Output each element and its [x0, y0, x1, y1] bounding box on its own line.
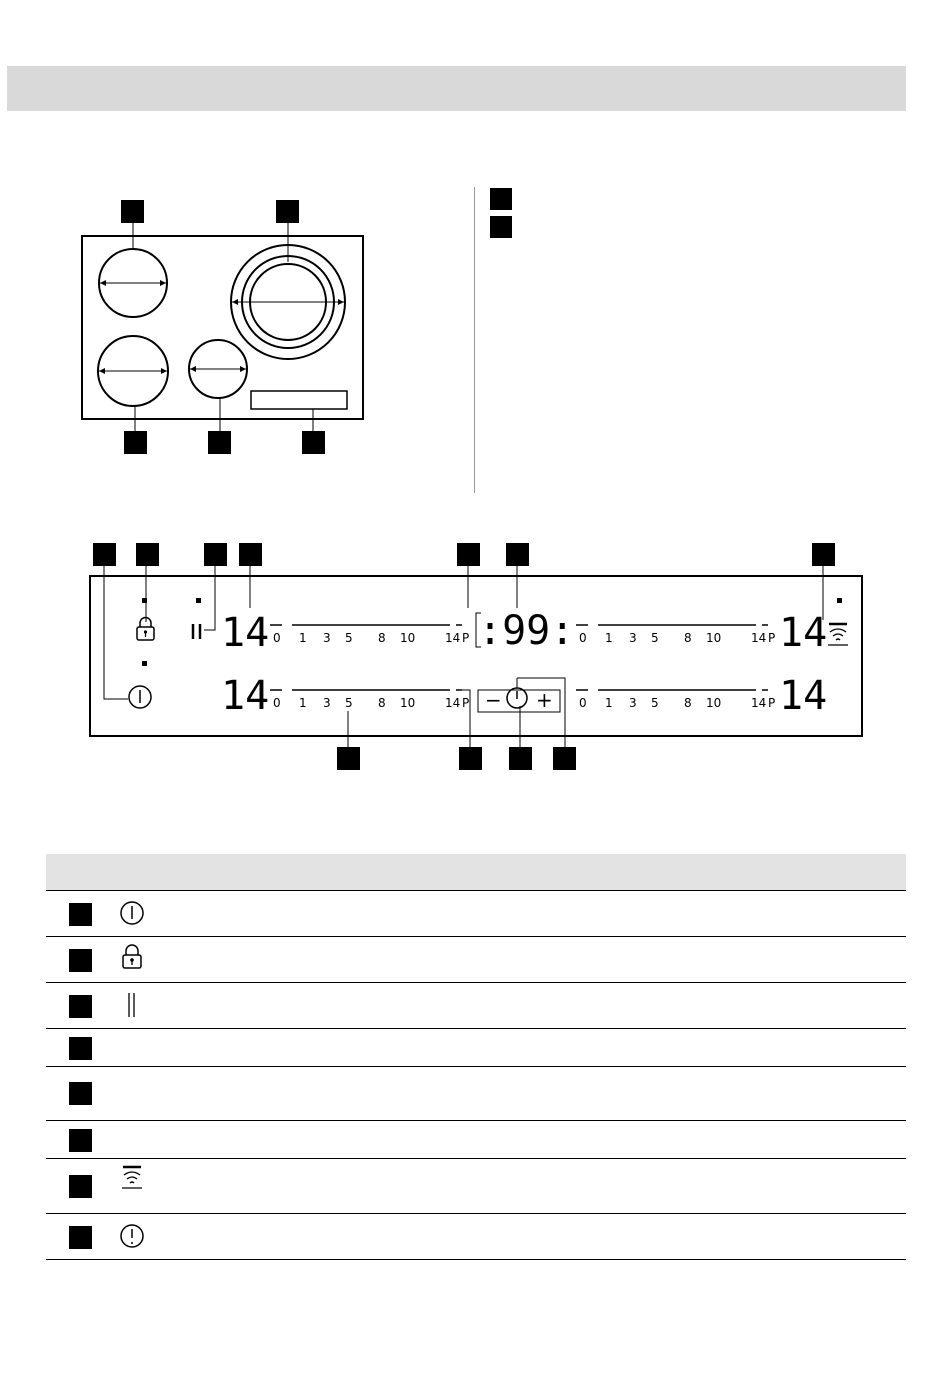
- callout-marker: [276, 200, 299, 223]
- hob2hood-icon: [118, 1163, 146, 1191]
- row-number-marker: [69, 1226, 92, 1249]
- control-panel-area: [251, 391, 347, 409]
- scale-label: 14: [445, 631, 461, 645]
- scale-label: 3: [323, 631, 331, 645]
- scale-label: 10: [706, 696, 722, 710]
- scale-label: 5: [345, 696, 353, 710]
- callout-marker: [208, 431, 231, 454]
- callout-marker: [204, 543, 227, 566]
- scale-label: 8: [378, 696, 386, 710]
- scale-label: 10: [400, 631, 416, 645]
- row-number-marker: [69, 995, 92, 1018]
- scale-label: 8: [684, 696, 692, 710]
- callout-marker: [302, 431, 325, 454]
- hob2hood-icon: [828, 624, 848, 645]
- table-row: [46, 1159, 906, 1214]
- scale-label: 5: [651, 696, 659, 710]
- hob-diagram: [0, 0, 950, 520]
- timer-icon: [118, 1222, 146, 1250]
- scale-label: P: [768, 696, 776, 710]
- scale-label: 0: [579, 631, 587, 645]
- row-number-marker: [69, 949, 92, 972]
- callout-marker: [506, 543, 529, 566]
- scale-label: 5: [345, 631, 353, 645]
- scale-label: 1: [299, 696, 307, 710]
- symbol-table: [46, 854, 906, 1260]
- scale-label: 0: [273, 696, 281, 710]
- scale-label: 0: [579, 696, 587, 710]
- scale-label: P: [462, 631, 470, 645]
- callout-marker: [124, 431, 147, 454]
- scale-label: P: [462, 696, 470, 710]
- row-number-marker: [69, 1082, 92, 1105]
- timer-display: :99:: [478, 608, 575, 654]
- pause-icon: [118, 991, 146, 1019]
- scale-label: 3: [629, 631, 637, 645]
- row-number-marker: [69, 1175, 92, 1198]
- scale-label: 1: [299, 631, 307, 645]
- row-number-marker: [69, 1037, 92, 1060]
- scale-label: 14: [751, 696, 767, 710]
- legend-marker: [490, 216, 512, 238]
- timer-minus-button: −: [485, 688, 502, 712]
- table-row: [46, 983, 906, 1029]
- zone-display: 14: [221, 673, 270, 719]
- callout-marker: [136, 543, 159, 566]
- callout-marker: [239, 543, 262, 566]
- scale-label: 1: [605, 696, 613, 710]
- panel-outline: [90, 576, 862, 736]
- scale-label: 8: [684, 631, 692, 645]
- control-panel-diagram: [0, 530, 950, 780]
- callout-marker: [459, 747, 482, 770]
- lock-icon: [118, 944, 146, 972]
- table-row: [46, 891, 906, 937]
- scale-label: 3: [323, 696, 331, 710]
- timer-plus-button: +: [536, 688, 553, 712]
- scale-label: 10: [400, 696, 416, 710]
- legend-marker: [490, 188, 512, 210]
- row-number-marker: [69, 1129, 92, 1152]
- scale-label: P: [768, 631, 776, 645]
- callout-marker: [337, 747, 360, 770]
- callout-marker: [553, 747, 576, 770]
- scale-label: 3: [629, 696, 637, 710]
- row-number-marker: [69, 903, 92, 926]
- scale-label: 14: [445, 696, 461, 710]
- timer-icon: [507, 688, 527, 708]
- callout-marker: [93, 543, 116, 566]
- scale-label: 0: [273, 631, 281, 645]
- scale-label: 14: [751, 631, 767, 645]
- table-header: [46, 854, 906, 891]
- pause-icon: [193, 624, 200, 639]
- scale-label: 1: [605, 631, 613, 645]
- table-row: [46, 1067, 906, 1121]
- scale-label: 10: [706, 631, 722, 645]
- callout-marker: [509, 747, 532, 770]
- callout-marker: [457, 543, 480, 566]
- scale-label: 8: [378, 631, 386, 645]
- table-row: [46, 1121, 906, 1159]
- divider: [474, 187, 475, 493]
- table-row: [46, 1214, 906, 1260]
- scale-label: 5: [651, 631, 659, 645]
- zone-display: 14: [779, 673, 828, 719]
- power-icon: [129, 686, 151, 708]
- zone-display: 14: [221, 610, 270, 656]
- power-icon: [118, 899, 146, 927]
- callout-marker: [121, 200, 144, 223]
- table-row: [46, 937, 906, 983]
- callout-marker: [812, 543, 835, 566]
- zone-display: 14: [779, 610, 828, 656]
- table-row: [46, 1029, 906, 1067]
